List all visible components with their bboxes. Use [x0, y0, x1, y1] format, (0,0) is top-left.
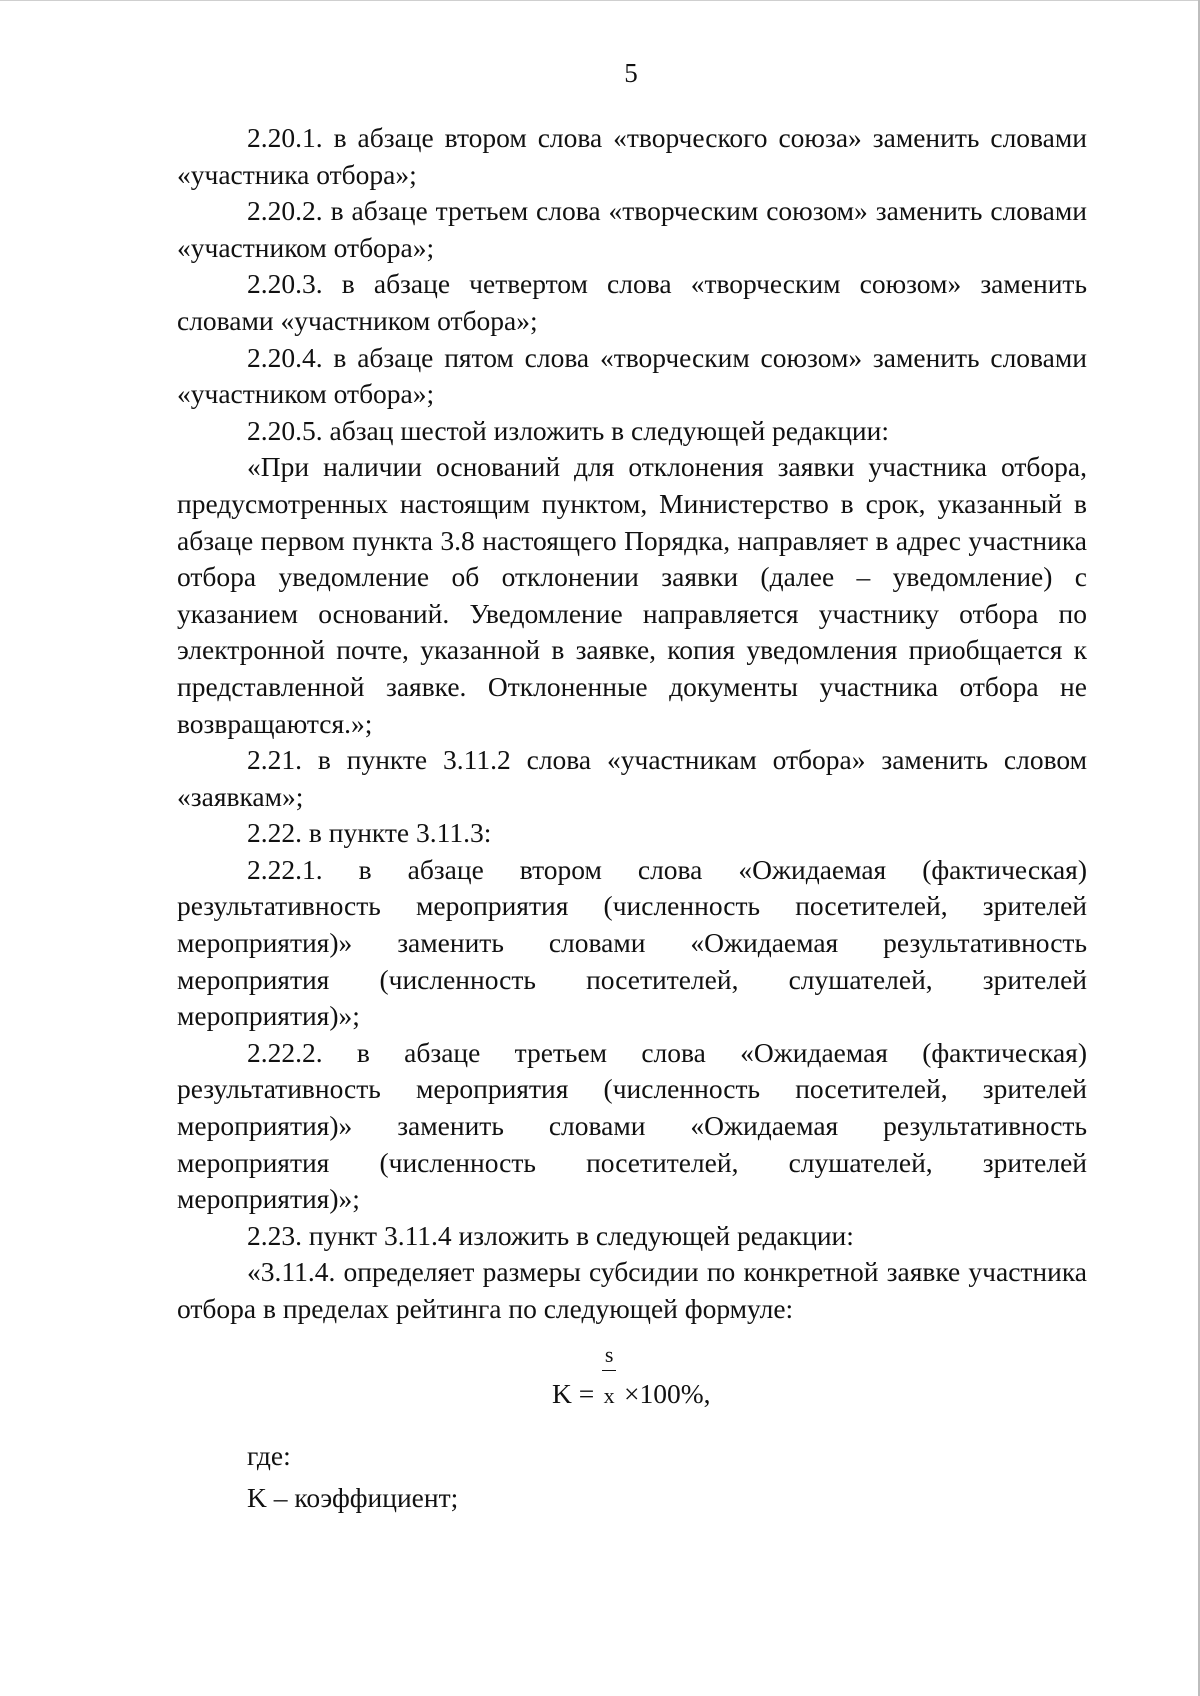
formula-rhs: ×100%, [624, 1377, 711, 1409]
formula-lhs: K = [552, 1377, 595, 1409]
paragraph-2-21: 2.21. в пункте 3.11.2 слова «участникам отбора» заменить словом «заявкам»; [177, 744, 1087, 812]
formula-numerator: s [604, 1341, 614, 1367]
scan-edge-top [0, 0, 1200, 1]
formula-denominator: x [603, 1382, 615, 1408]
paragraph-2-22-2: 2.22.2. в абзаце третьем слова «Ожидаемая (фактическая) результативность мероприятия (численность посетителей, зрителей мероприятия)» заменить словами «Ожидаемая результативность мероприятия (численность посетителей, слушателей, зрителей мероприятия)»; [177, 1036, 1087, 1215]
paragraph-2-22-1: 2.22.1. в абзаце втором слова «Ожидаемая (фактическая) результативность мероприятия (численность посетителей, зрителей мероприятия)» заменить словами «Ожидаемая результативность мероприятия (численность посетителей, слушателей, зрителей мероприятия)»; [177, 853, 1087, 1032]
paragraph-k-definition: K – коэффициент; [247, 1482, 459, 1514]
paragraph-quote-3-11-4: «3.11.4. определяет размеры субсидии по конкретной заявке участника отбора в пределах рейтинга по следующей формуле: [177, 1256, 1087, 1324]
paragraph-where: где: [247, 1439, 291, 1471]
paragraph-2-20-1: 2.20.1. в абзаце втором слова «творческого союза» заменить словами «участника отбора»; [177, 122, 1087, 190]
paragraph-2-20-5: 2.20.5. абзац шестой изложить в следующей редакции: [247, 414, 889, 446]
document-body [177, 120, 1087, 1517]
formula [177, 1328, 1087, 1438]
page-number: 5 [624, 58, 638, 88]
formula-equation [552, 1341, 711, 1415]
paragraph-2-20-4: 2.20.4. в абзаце пятом слова «творческим союзом» заменить словами «участником отбора»; [177, 341, 1087, 410]
paragraph-2-22: 2.22. в пункте 3.11.3: [247, 817, 492, 849]
paragraph-2-23: 2.23. пункт 3.11.4 изложить в следующей редакции: [247, 1219, 854, 1251]
paragraph-quote-rejection: «При наличии оснований для отклонения заявки участника отбора, предусмотренных настоящим пунктом, Министерство в срок, указанный в абзаце первом пункта 3.8 настоящего Порядка, направляет в адрес участника отбора уведомление об отклонении заявки (далее – уведомление) с указанием оснований. Уведомление направляется участнику отбора по электронной почте, указанной в заявке, копия уведомления приобщается к представленной заявке. Отклоненные документы участника отбора не возвращаются.»; [177, 451, 1087, 739]
paragraph-2-20-3: 2.20.3. в абзаце четвертом слова «творческим союзом» заменить словами «участником отбора»; [177, 268, 1087, 336]
paragraph-2-20-2: 2.20.2. в абзаце третьем слова «творческим союзом» заменить словами «участником отбора»; [177, 195, 1087, 263]
formula-fraction [601, 1341, 617, 1415]
fraction-bar [602, 1370, 616, 1371]
